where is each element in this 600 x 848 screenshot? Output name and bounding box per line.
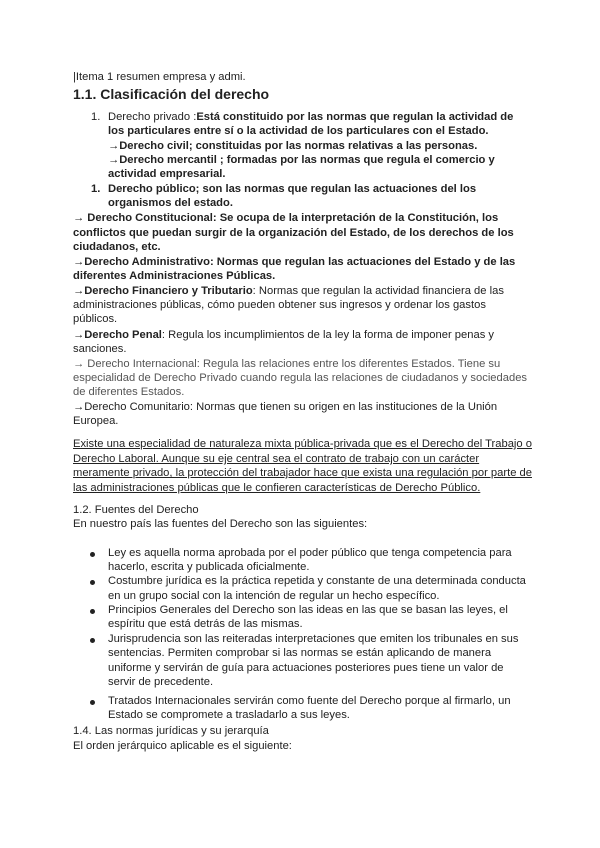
fuentes-intro: En nuestro país las fuentes del Derecho son las siguientes:	[73, 518, 368, 530]
bullet-icon	[90, 552, 95, 557]
bullet-tratados: Estado se compromete a trasladarlo a sus leyes.	[108, 709, 350, 721]
list-item-derecho-publico: Derecho público; son las normas que regulan las actuaciones del los	[108, 183, 477, 195]
bullet-jurisprudencia: servir de precedente.	[108, 676, 214, 688]
sub-item-civil: →Derecho civil; constituidas por las normas relativas a las personas.	[108, 140, 478, 152]
administrativo-text: diferentes Administraciones Públicas.	[73, 270, 276, 282]
sub-item-line: actividad empresarial.	[108, 168, 226, 180]
bullet-jurisprudencia: uniforme y servirán de guía para actuaciones posteriores pues tiene un valor de	[108, 662, 504, 674]
item-text: Está constituido por las normas que regulan la actividad de	[196, 111, 514, 123]
list-number: 1.	[91, 183, 101, 195]
internacional-text: de diferentes Estados.	[73, 386, 185, 398]
bullet-principios: espíritu que está detrás de las mismas.	[108, 618, 303, 630]
penal-text: sanciones.	[73, 343, 127, 355]
constitucional-text: ciudadanos, etc.	[73, 241, 161, 253]
sub-item-mercantil: →Derecho mercantil ; formadas por las normas que regula el comercio y	[108, 154, 495, 166]
financiero-text	[73, 285, 504, 298]
mixed-law-paragraph: Derecho Laboral. Aunque su eje central sea el contrato de trabajo con un carácter	[73, 453, 480, 465]
item-label: Derecho privado :	[108, 111, 197, 123]
bullet-ley: Ley es aquella norma aprobada por el poder público que tenga competencia para	[108, 547, 512, 559]
mixed-law-paragraph: meramente privado, la protección del trabajador hace que exista una regulación por parte de	[73, 467, 532, 479]
comunitario-text: →Derecho Comunitario: Normas que tienen su origen en las instituciones de la Unión	[73, 401, 498, 413]
normas-intro: El orden jerárquico aplicable es el siguiente:	[73, 740, 292, 752]
mixed-law-paragraph: Existe una especialidad de naturaleza mixta pública-privada que es el Derecho del Trabajo o	[73, 438, 532, 450]
bullet-jurisprudencia: sentencias. Permiten comprobar si las normas se están aplicando de manera	[108, 647, 492, 659]
penal-desc: : Regula los incumplimientos de la ley la forma de imponer penas y	[161, 329, 494, 341]
mixed-law-paragraph: las administraciones públicas que le confieren características de Derecho Público.	[73, 482, 481, 494]
constitucional-text: → Derecho Constitucional: Se ocupa de la interpretación de la Constitución, los	[73, 212, 499, 224]
list-number: 1.	[91, 111, 101, 123]
bullet-costumbre: Costumbre jurídica es la práctica repetida y constante de una determinada conducta	[108, 575, 526, 587]
bullet-icon	[90, 609, 95, 614]
constitucional-text: conflictos que puedan surgir de la organización del Estado, de los derechos de los	[73, 227, 514, 239]
bullet-tratados: Tratados Internacionales servirán como fuente del Derecho porque al firmarlo, un	[108, 695, 511, 707]
administrativo-text: →Derecho Administrativo: Normas que regulan las actuaciones del Estado y de las	[73, 256, 516, 268]
penal-text	[73, 329, 494, 342]
list-item-line: organismos del estado.	[108, 197, 233, 209]
list-item-line: los particulares entre sí o la actividad de los particulares con el Estado.	[108, 125, 489, 137]
section-title: 1.1. Clasificación del derecho	[73, 86, 270, 102]
internacional-text: especialidad de Derecho Privado cuando regula las relaciones de ciudadanos y sociedades	[73, 372, 528, 384]
bullet-ley: hacerlo, escrita y publicada oficialmente.	[108, 561, 310, 573]
normas-title: 1.4. Las normas jurídicas y su jerarquía	[73, 725, 269, 737]
document-header: |Itema 1 resumen empresa y admi.	[73, 71, 246, 83]
bullet-jurisprudencia: Jurisprudencia son las reiteradas interpretaciones que emiten los tribunales en sus	[108, 633, 519, 645]
bullet-icon	[90, 580, 95, 585]
bullet-costumbre: en un grupo social con la intención de regular un hecho específico.	[108, 590, 440, 602]
financiero-text: públicos.	[73, 313, 118, 325]
internacional-text: → Derecho Internacional: Regula las relaciones entre los diferentes Estados. Tiene su	[73, 358, 501, 370]
comunitario-text: Europea.	[73, 415, 119, 427]
financiero-desc: : Normas que regulan la actividad financiera de las	[252, 285, 504, 297]
penal-label: →Derecho Penal	[73, 329, 162, 341]
list-item-derecho-privado	[108, 111, 513, 124]
financiero-text: administraciones públicas, cómo pueden obtener sus ingresos y ordenar los gastos	[73, 299, 486, 311]
fuentes-title: 1.2. Fuentes del Derecho	[73, 504, 199, 516]
financiero-label: →Derecho Financiero y Tributario	[73, 285, 253, 297]
bullet-principios: Principios Generales del Derecho son las ideas en las que se basan las leyes, el	[108, 604, 508, 616]
bullet-icon	[90, 638, 95, 643]
bullet-icon	[90, 700, 95, 705]
